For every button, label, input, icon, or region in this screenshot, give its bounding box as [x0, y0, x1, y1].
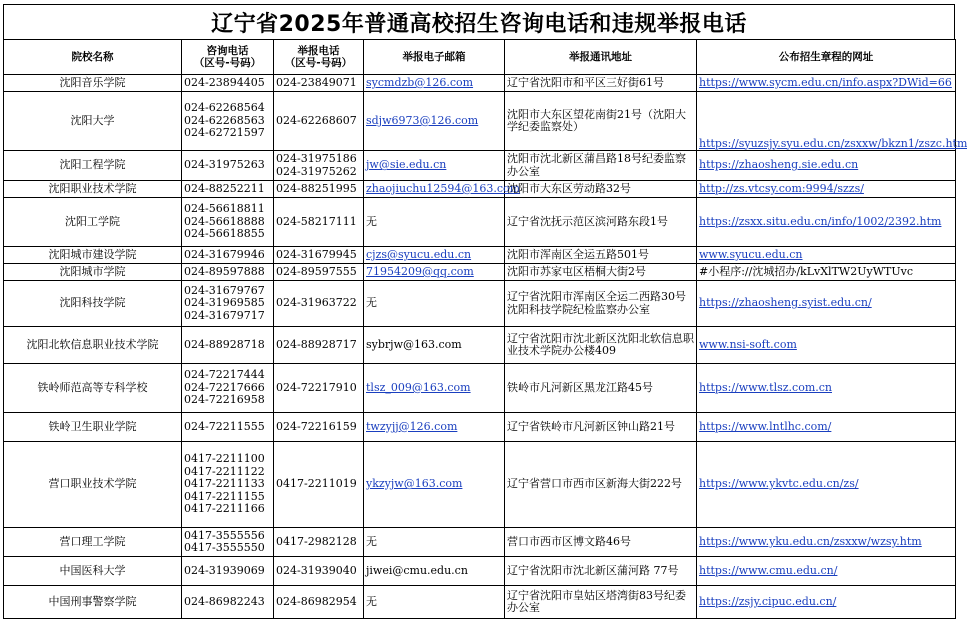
report-email-text: 无 — [366, 296, 377, 310]
report-email-link[interactable]: sycmdzb@126.com — [366, 75, 474, 89]
charter-url-text: #小程序://沈城招办/kLvXlTW2UyWTUvc — [699, 264, 913, 278]
charter-url-link[interactable]: https://zhaosheng.sie.edu.cn — [699, 158, 859, 172]
table-row — [4, 198, 956, 247]
table-row — [4, 364, 956, 413]
report-email-link[interactable]: zhaojiuchu12594@163.com — [366, 181, 521, 195]
report-email-cell — [364, 281, 505, 327]
report-address-cell: 辽宁省沈抚示范区滨河路东段1号 — [505, 198, 697, 247]
header-school: 院校名称 — [4, 40, 182, 75]
report-address-cell: 铁岭市凡河新区黑龙江路45号 — [505, 364, 697, 413]
charter-url-link[interactable]: https://www.lntlhc.com/ — [699, 419, 832, 433]
header-charter-url: 公布招生章程的网址 — [697, 40, 956, 75]
report-email-text: 无 — [366, 594, 377, 608]
charter-url-link[interactable]: http://zs.vtcsy.com:9994/szzs/ — [699, 181, 864, 195]
report-address-cell: 辽宁省营口市西市区新海大街222号 — [505, 442, 697, 528]
table-row — [4, 151, 956, 181]
report-phone-cell: 024-86982954 — [274, 586, 364, 619]
school-name-cell: 沈阳科技学院 — [4, 281, 182, 327]
charter-url-cell — [697, 327, 956, 364]
report-address-cell: 辽宁省铁岭市凡河新区钟山路21号 — [505, 413, 697, 442]
school-name-cell: 中国刑事警察学院 — [4, 586, 182, 619]
table-row — [4, 557, 956, 586]
school-name-cell: 沈阳工学院 — [4, 198, 182, 247]
report-email-text: 无 — [366, 534, 377, 548]
report-email-cell — [364, 586, 505, 619]
report-email-cell — [364, 198, 505, 247]
report-email-cell — [364, 413, 505, 442]
charter-url-link[interactable]: www.syucu.edu.cn — [699, 247, 803, 261]
table-row — [4, 586, 956, 619]
report-email-cell — [364, 327, 505, 364]
report-phone-cell: 024-58217111 — [274, 198, 364, 247]
table-row — [4, 75, 956, 92]
consult-phone-cell: 024-31679946 — [182, 247, 274, 264]
consult-phone-cell: 024-31975263 — [182, 151, 274, 181]
school-name-cell: 铁岭师范高等专科学校 — [4, 364, 182, 413]
header-report-address: 举报通讯地址 — [505, 40, 697, 75]
school-name-cell: 沈阳城市学院 — [4, 264, 182, 281]
report-address-cell: 辽宁省沈阳市沈北新区蒲河路 77号 — [505, 557, 697, 586]
report-phone-cell: 024-31975186 024-31975262 — [274, 151, 364, 181]
table-row — [4, 413, 956, 442]
school-name-cell: 营口职业技术学院 — [4, 442, 182, 528]
report-email-cell — [364, 557, 505, 586]
consult-phone-cell: 024-72211555 — [182, 413, 274, 442]
report-address-cell: 沈阳市苏家屯区梧桐大街2号 — [505, 264, 697, 281]
report-email-cell — [364, 264, 505, 281]
contact-sheet — [3, 4, 967, 619]
table-row — [4, 442, 956, 528]
consult-phone-cell: 0417-2211100 0417-2211122 0417-2211133 0417-2211155 0417-2211166 — [182, 442, 274, 528]
charter-url-link[interactable]: www.nsi-soft.com — [699, 337, 797, 351]
report-email-link[interactable]: cjzs@syucu.edu.cn — [366, 247, 472, 261]
consult-phone-cell: 024-86982243 — [182, 586, 274, 619]
charter-url-cell — [697, 264, 956, 281]
report-email-link[interactable]: jw@sie.edu.cn — [366, 158, 447, 172]
report-email-cell — [364, 75, 505, 92]
table-row — [4, 281, 956, 327]
charter-url-link[interactable]: https://zhaosheng.syist.edu.cn/ — [699, 296, 872, 310]
charter-url-cell — [697, 586, 956, 619]
report-address-cell: 辽宁省沈阳市和平区三好街61号 — [505, 75, 697, 92]
report-email-link[interactable]: 71954209@qq.com — [366, 264, 474, 278]
charter-url-cell — [697, 75, 956, 92]
report-phone-cell: 024-72217910 — [274, 364, 364, 413]
school-name-cell: 沈阳工程学院 — [4, 151, 182, 181]
charter-url-cell — [697, 247, 956, 264]
report-phone-cell: 0417-2211019 — [274, 442, 364, 528]
consult-phone-cell: 024-88252211 — [182, 181, 274, 198]
charter-url-cell — [697, 281, 956, 327]
school-name-cell: 沈阳职业技术学院 — [4, 181, 182, 198]
school-name-cell: 沈阳城市建设学院 — [4, 247, 182, 264]
report-address-cell: 辽宁省沈阳市浑南区全运二西路30号沈阳科技学院纪检监察办公室 — [505, 281, 697, 327]
report-address-cell: 辽宁省沈阳市沈北新区沈阳北软信息职业技术学院办公楼409 — [505, 327, 697, 364]
school-name-cell: 营口理工学院 — [4, 528, 182, 557]
report-phone-cell: 024-62268607 — [274, 92, 364, 151]
charter-url-link[interactable]: https://zsxx.situ.edu.cn/info/1002/2392.htm — [699, 214, 942, 228]
report-email-cell — [364, 92, 505, 151]
charter-url-link[interactable]: https://www.tlsz.com.cn — [699, 380, 832, 394]
charter-url-cell — [697, 151, 956, 181]
report-phone-cell: 024-31963722 — [274, 281, 364, 327]
charter-url-link[interactable]: https://www.ykvtc.edu.cn/zs/ — [699, 477, 859, 491]
charter-url-link[interactable]: https://www.yku.edu.cn/zsxxw/wzsy.htm — [699, 534, 922, 548]
report-address-cell: 沈阳市浑南区全运五路501号 — [505, 247, 697, 264]
report-phone-cell: 024-31679945 — [274, 247, 364, 264]
consult-phone-cell: 024-56618811 024-56618888 024-56618855 — [182, 198, 274, 247]
charter-url-cell — [697, 92, 967, 151]
charter-url-cell — [697, 442, 956, 528]
charter-url-cell — [697, 181, 956, 198]
charter-url-cell — [697, 557, 956, 586]
table-row — [4, 264, 956, 281]
report-address-cell: 沈阳市沈北新区蒲昌路18号纪委监察办公室 — [505, 151, 697, 181]
header-row — [4, 40, 956, 75]
report-phone-cell: 024-88251995 — [274, 181, 364, 198]
school-name-cell: 沈阳北软信息职业技术学院 — [4, 327, 182, 364]
report-email-text: sybrjw@163.com — [366, 337, 462, 351]
charter-url-cell — [697, 528, 956, 557]
report-phone-cell: 024-89597555 — [274, 264, 364, 281]
school-name-cell: 沈阳音乐学院 — [4, 75, 182, 92]
report-email-cell — [364, 528, 505, 557]
report-email-text: jiwei@cmu.edu.cn — [366, 563, 468, 577]
report-phone-cell: 024-23849071 — [274, 75, 364, 92]
report-email-cell — [364, 247, 505, 264]
report-email-link[interactable]: twzyjj@126.com — [366, 419, 458, 433]
consult-phone-cell: 024-89597888 — [182, 264, 274, 281]
report-email-cell — [364, 151, 505, 181]
charter-url-link[interactable]: https://www.sycm.edu.cn/info.aspx?DWid=66 — [699, 75, 952, 89]
header-report-phone: 举报电话 （区号-号码） — [274, 40, 364, 75]
school-name-cell: 中国医科大学 — [4, 557, 182, 586]
report-email-cell — [364, 442, 505, 528]
charter-url-link[interactable]: https://syuzsjy.syu.edu.cn/zsxxw/bkzn1/zszc.htm — [699, 136, 967, 150]
table-row — [4, 181, 956, 198]
consult-phone-cell: 024-23894405 — [182, 75, 274, 92]
consult-phone-cell: 024-72217444 024-72217666 024-72216958 — [182, 364, 274, 413]
report-email-link[interactable]: tlsz_009@163.com — [366, 380, 471, 394]
school-name-cell: 铁岭卫生职业学院 — [4, 413, 182, 442]
charter-url-cell — [697, 198, 956, 247]
charter-url-cell — [697, 413, 956, 442]
consult-phone-cell: 024-62268564 024-62268563 024-62721597 — [182, 92, 274, 151]
report-email-cell — [364, 364, 505, 413]
consult-phone-cell: 024-31679767 024-31969585 024-31679717 — [182, 281, 274, 327]
contact-table — [3, 39, 967, 619]
report-phone-cell: 024-72216159 — [274, 413, 364, 442]
table-row — [4, 92, 956, 151]
report-phone-cell: 0417-2982128 — [274, 528, 364, 557]
table-row — [4, 247, 956, 264]
page-title: 辽宁省2025年普通高校招生咨询电话和违规举报电话 — [3, 4, 955, 39]
report-phone-cell: 024-31939040 — [274, 557, 364, 586]
table-row — [4, 327, 956, 364]
report-email-link[interactable]: ykzyjw@163.com — [366, 477, 463, 491]
consult-phone-cell: 0417-3555556 0417-3555550 — [182, 528, 274, 557]
charter-url-link[interactable]: https://zsjy.cipuc.edu.cn/ — [699, 594, 837, 608]
school-name-cell: 沈阳大学 — [4, 92, 182, 151]
report-address-cell: 沈阳市大东区劳动路32号 — [505, 181, 697, 198]
report-email-text: 无 — [366, 214, 377, 228]
report-address-cell: 沈阳市大东区望花南街21号（沈阳大学纪委监察处） — [505, 92, 697, 151]
header-report-email: 举报电子邮箱 — [364, 40, 505, 75]
header-consult-phone: 咨询电话 （区号-号码） — [182, 40, 274, 75]
consult-phone-cell: 024-31939069 — [182, 557, 274, 586]
charter-url-cell — [697, 364, 956, 413]
table-row — [4, 528, 956, 557]
report-address-cell: 营口市西市区博文路46号 — [505, 528, 697, 557]
report-email-link[interactable]: sdjw6973@126.com — [366, 113, 479, 127]
report-email-cell — [364, 181, 521, 198]
report-phone-cell: 024-88928717 — [274, 327, 364, 364]
charter-url-link[interactable]: https://www.cmu.edu.cn/ — [699, 563, 838, 577]
report-address-cell: 辽宁省沈阳市皇姑区塔湾街83号纪委办公室 — [505, 586, 697, 619]
consult-phone-cell: 024-88928718 — [182, 327, 274, 364]
